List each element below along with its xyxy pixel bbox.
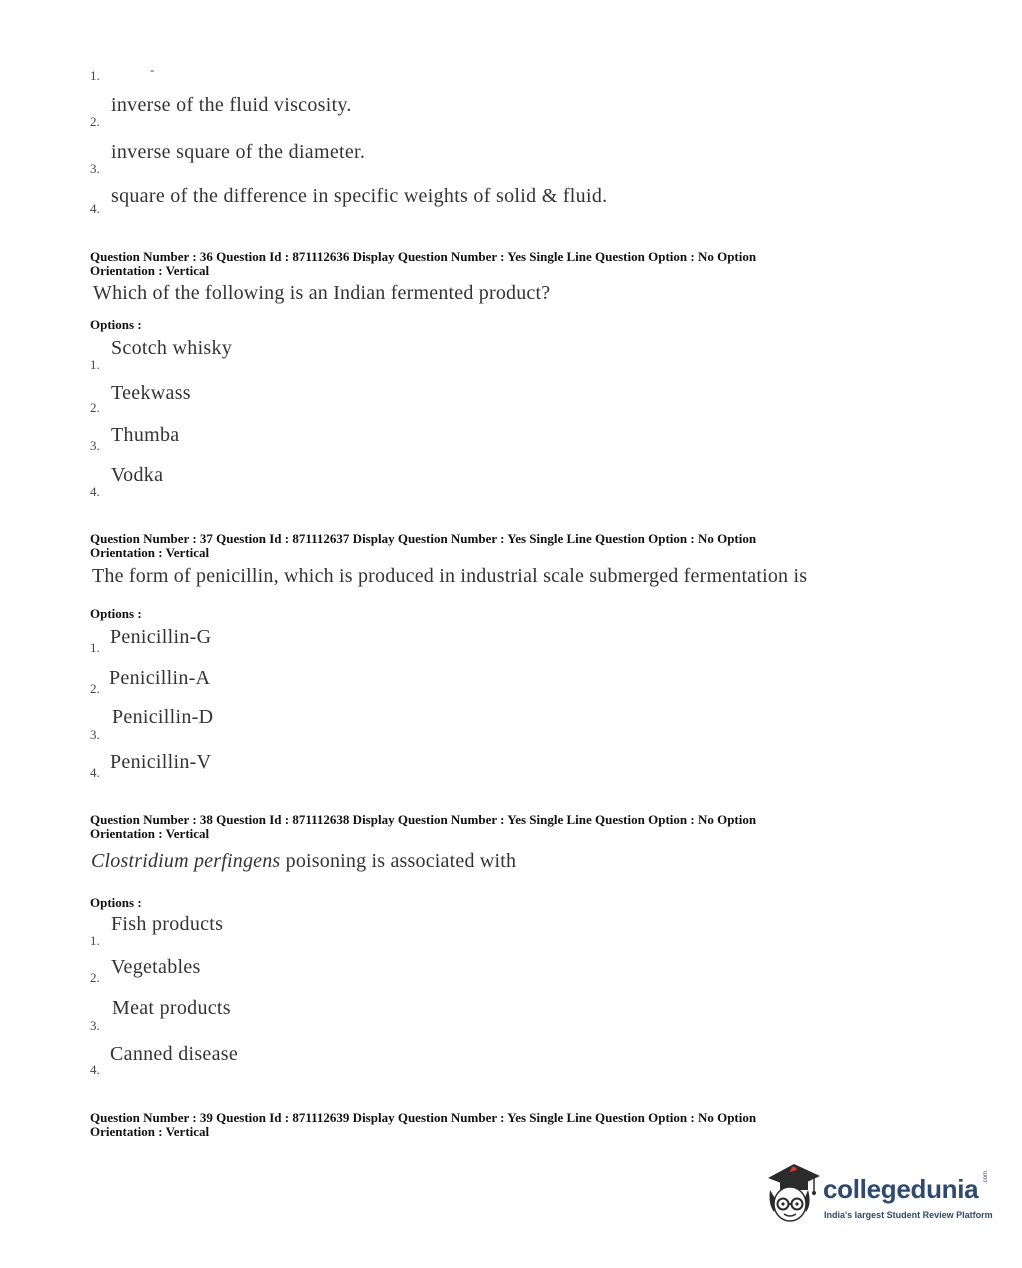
question-text-rest: poisoning is associated with xyxy=(280,850,517,872)
option-text: square of the difference in specific weights of solid & fluid. xyxy=(111,185,608,207)
option-text: inverse of the fluid viscosity. xyxy=(111,94,352,116)
option-number: 2. xyxy=(90,114,100,129)
mascot-icon xyxy=(762,1160,822,1232)
option-text: Penicillin-A xyxy=(109,667,211,689)
option-text: inverse square of the diameter. xyxy=(111,141,366,163)
question-text: Which of the following is an Indian fermented product? xyxy=(93,282,551,304)
option-number: 4. xyxy=(90,484,100,499)
option-number: 4. xyxy=(90,1062,100,1077)
logo-tagline: India's largest Student Review Platform xyxy=(824,1210,993,1220)
options-label: Options : xyxy=(90,317,142,332)
question-meta xyxy=(90,250,860,278)
option-number: 4. xyxy=(90,765,100,780)
question-meta-line: Question Number : 38 Question Id : 871112638 Display Question Number : Yes Single Line Question Option : No Option xyxy=(90,812,757,827)
option-text: Teekwass xyxy=(111,382,191,404)
question-meta xyxy=(90,532,860,560)
option-number: 3. xyxy=(90,161,100,176)
option-number: 3. xyxy=(90,438,100,453)
option-number: 2. xyxy=(90,400,100,415)
option-number: 3. xyxy=(90,727,100,742)
option-text: Meat products xyxy=(112,997,231,1019)
question-text xyxy=(91,850,516,873)
question-text: The form of penicillin, which is produced in industrial scale submerged fermentation is xyxy=(92,565,808,587)
organism-name: Clostridium perfingens xyxy=(91,850,281,872)
option-number: 2. xyxy=(90,681,100,696)
collegedunia-logo[interactable] xyxy=(762,1160,992,1232)
question-meta xyxy=(90,813,860,841)
option-text: Vegetables xyxy=(111,956,201,978)
question-meta-line: Question Number : 37 Question Id : 871112637 Display Question Number : Yes Single Line Question Option : No Option xyxy=(90,531,757,546)
option-text: - xyxy=(150,62,155,77)
option-number: 1. xyxy=(90,68,100,83)
question-meta-line: Question Number : 39 Question Id : 871112639 Display Question Number : Yes Single Line Question Option : No Option xyxy=(90,1110,757,1125)
option-number: 3. xyxy=(90,1018,100,1033)
option-number: 1. xyxy=(90,640,100,655)
question-meta-line: Orientation : Vertical xyxy=(90,1124,210,1139)
logo-suffix: .com xyxy=(983,1170,989,1184)
option-text: Penicillin-V xyxy=(110,751,212,773)
option-text: Thumba xyxy=(111,424,180,446)
option-text: Fish products xyxy=(111,913,224,935)
question-meta-line: Orientation : Vertical xyxy=(90,545,210,560)
option-number: 1. xyxy=(90,357,100,372)
option-number: 2. xyxy=(90,970,100,985)
option-text: Canned disease xyxy=(110,1043,239,1065)
option-text: Vodka xyxy=(111,464,164,486)
option-text: Scotch whisky xyxy=(111,337,233,359)
options-label: Options : xyxy=(90,895,142,910)
question-meta xyxy=(90,1111,860,1139)
question-meta-line: Orientation : Vertical xyxy=(90,263,210,278)
option-text: Penicillin-G xyxy=(110,626,212,648)
question-meta-line: Orientation : Vertical xyxy=(90,826,210,841)
logo-wordmark: collegedunia xyxy=(823,1174,979,1204)
options-label: Options : xyxy=(90,606,142,621)
question-meta-line: Question Number : 36 Question Id : 871112636 Display Question Number : Yes Single Line Question Option : No Option xyxy=(90,249,757,264)
option-number: 4. xyxy=(90,201,100,216)
option-text: Penicillin-D xyxy=(112,706,214,728)
option-number: 1. xyxy=(90,933,100,948)
